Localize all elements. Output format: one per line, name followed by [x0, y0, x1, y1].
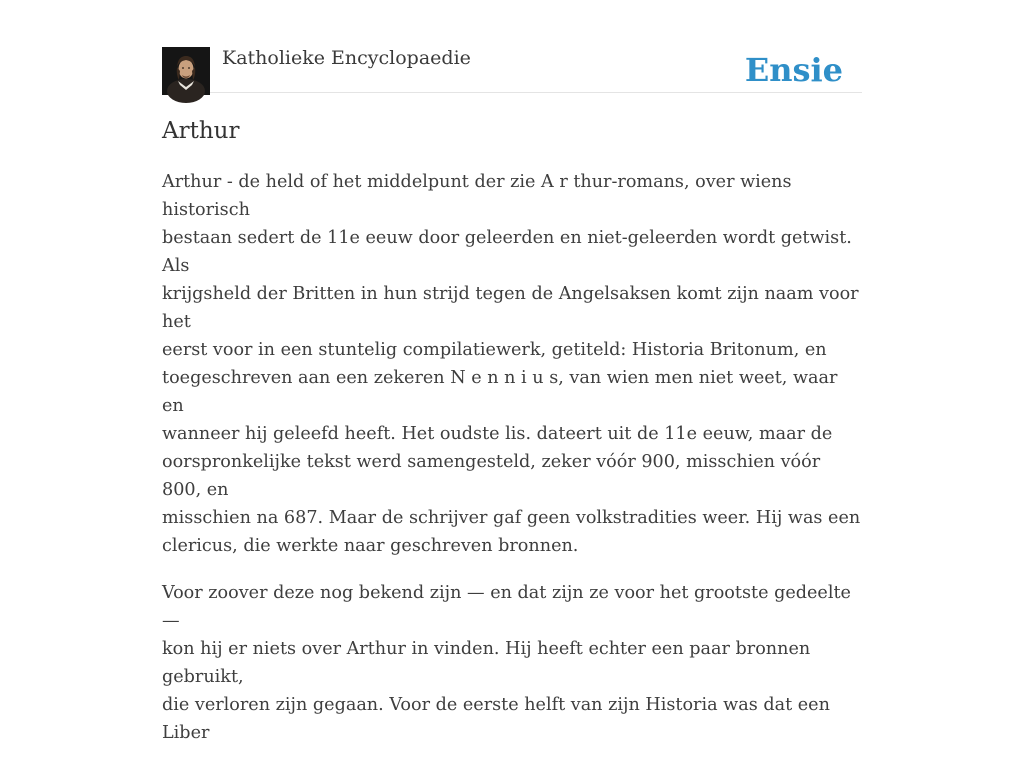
article-body: [162, 168, 862, 766]
entry-title: Arthur: [162, 118, 240, 144]
paragraph-line: eerst voor in een stuntelig compilatiewerk, getiteld: Historia Britonum, en: [162, 340, 827, 360]
article-paragraph: [162, 579, 862, 747]
paragraph-line: kon hij er niets over Arthur in vinden. Hij heeft echter een paar bronnen gebruikt,: [162, 639, 811, 687]
source-name[interactable]: Katholieke Encyclopaedie: [222, 47, 471, 69]
page-header: [162, 0, 862, 93]
brand-logo[interactable]: Ensie: [744, 51, 843, 89]
paragraph-line: Voor zoover deze nog bekend zijn — en dat zijn ze voor het grootste gedeelte —: [162, 583, 851, 631]
paragraph-line: oorspronkelijke tekst werd samengesteld, zeker vóór 900, misschien vóór 800, en: [162, 452, 821, 500]
paragraph-line: krijgsheld der Britten in hun strijd tegen de Angelsaksen komt zijn naam voor het: [162, 284, 859, 332]
avatar[interactable]: [162, 47, 210, 95]
article-paragraph: [162, 168, 862, 560]
paragraph-line: Arthur - de held of het middelpunt der zie A r thur-romans, over wiens historisch: [162, 172, 792, 220]
paragraph-line: toegeschreven aan een zekeren N e n n i u s, van wien men niet weet, waar en: [162, 368, 838, 416]
paragraph-line: bestaan sedert de 11e eeuw door geleerden en niet-geleerden wordt getwist. Als: [162, 228, 852, 276]
paragraph-line: misschien na 687. Maar de schrijver gaf geen volkstradities weer. Hij was een: [162, 508, 861, 528]
paragraph-line: die verloren zijn gegaan. Voor de eerste helft van zijn Historia was dat een Liber: [162, 695, 830, 743]
page: [162, 0, 862, 743]
portrait-avatar-icon: [162, 47, 210, 95]
paragraph-line: clericus, die werkte naar geschreven bronnen.: [162, 536, 579, 556]
paragraph-line: wanneer hij geleefd heeft. Het oudste lis. dateert uit de 11e eeuw, maar de: [162, 424, 833, 444]
